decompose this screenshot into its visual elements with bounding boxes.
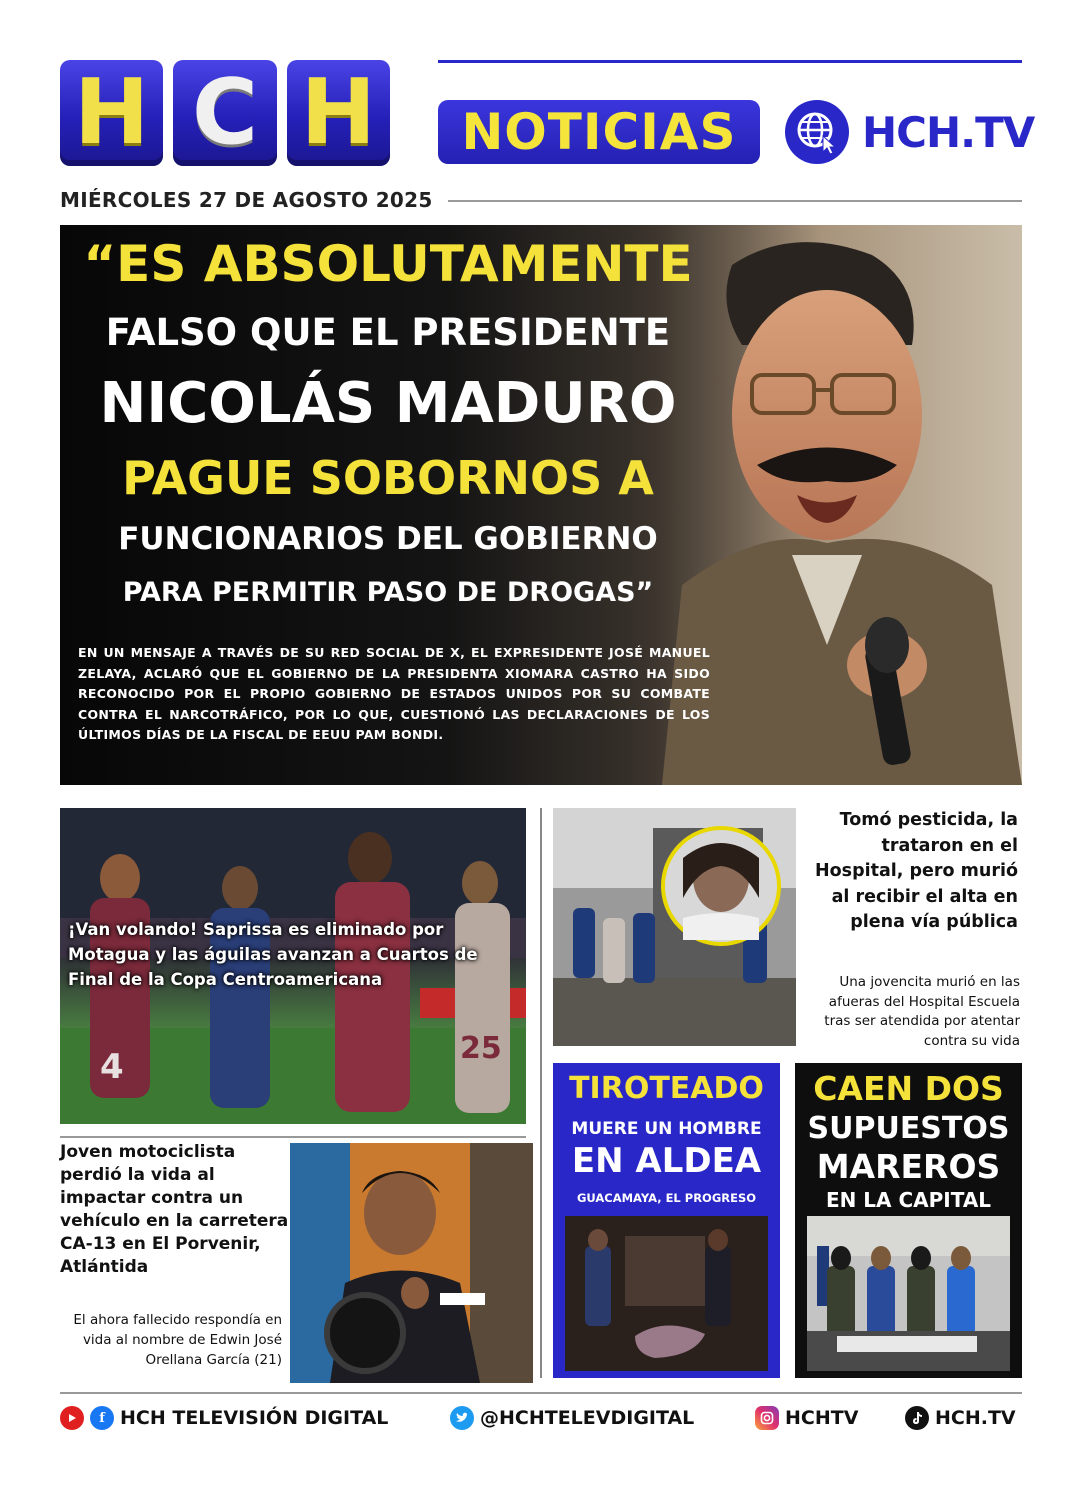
left-row-divider [60,1136,526,1138]
hero-headline-4: PAGUE SOBORNOS A [122,451,654,505]
hero-headline-2: FALSO QUE EL PRESIDENTE [105,311,671,354]
hospital-photo[interactable] [553,808,796,1046]
youtube-icon [60,1406,84,1430]
noticias-label: NOTICIAS [438,100,760,164]
logo-letter-c: C [173,60,276,166]
tiroteado-headline: TIROTEADO [569,1071,764,1106]
mareros-headline: CAEN DOS [813,1069,1004,1108]
tiroteado-line-3: EN ALDEA [571,1141,762,1181]
tiroteado-photo [565,1216,768,1371]
issue-date: MIÉRCOLES 27 DE AGOSTO 2025 [60,188,433,212]
tiktok-icon [905,1406,929,1430]
facebook-icon: f [90,1406,114,1430]
column-divider [540,808,542,1378]
instagram-handle: HCHTV [785,1407,859,1429]
hero-headline-1: “ES ABSOLUTAMENTE [83,235,693,293]
top-rule [438,60,1022,63]
instagram-icon [755,1406,779,1430]
tiroteado-story[interactable] [553,1063,780,1378]
shirt-number-left: 4 [100,1047,124,1087]
pesticide-summary: Una jovencita murió en las afueras del Hospital Escuela tras ser atendida por atentar contra su vida [824,974,1020,1049]
hch-logo[interactable] [60,60,390,166]
date-rule [448,200,1022,202]
mareros-location: EN LA CAPITAL [825,1188,992,1212]
hero-headline-3: NICOLÁS MADURO [99,371,677,436]
facebook-youtube-handle[interactable] [60,1406,388,1430]
pesticide-headline[interactable]: Tomó pesticida, la trataron en el Hospital, pero murió al recibir el alta en plena vía pública [814,810,1018,932]
tiktok-handle: HCH.TV [935,1407,1016,1429]
shirt-number-right: 25 [460,1031,502,1066]
mareros-line-3: MAREROS [816,1147,1001,1186]
hero-headline-5: FUNCIONARIOS DEL GOBIERNO [118,521,658,557]
moto-victim-photo[interactable] [290,1143,533,1383]
mareros-story[interactable] [795,1063,1022,1378]
instagram-handle-link[interactable] [755,1406,858,1430]
moto-headline[interactable]: Joven motociclista perdió la vida al impactar contra un vehículo en la carretera CA-13 en El Porvenir, Atlántida [60,1142,289,1277]
moto-summary: El ahora fallecido respondía en vida al nombre de Edwin José Orellana García (21) [73,1312,282,1368]
twitter-icon [450,1406,474,1430]
twitter-handle: @HCHTELEVDIGITAL [480,1407,695,1429]
logo-letter-h: H [60,60,163,166]
tiroteado-line-2: MUERE UN HOMBRE [571,1119,762,1139]
tiroteado-location: GUACAMAYA, EL PROGRESO [576,1191,757,1205]
tiktok-handle-link[interactable] [905,1406,1016,1430]
hero-headline-6: PARA PERMITIR PASO DE DROGAS” [122,577,654,608]
saprissa-headline[interactable]: ¡Van volando! Saprissa es eliminado por Motagua y las águilas avanzan a Cuartos de Final de la Copa Centroamericana [68,920,478,989]
mareros-photo [807,1216,1010,1371]
footer-rule [60,1392,1022,1394]
twitter-handle-link[interactable] [450,1406,694,1430]
hero-summary: EN UN MENSAJE A TRAVÉS DE SU RED SOCIAL DE X, EL EXPRESIDENTE JOSÉ MANUEL ZELAYA, ACLARÓ QUE EL GOBIERNO DE LA PRESIDENTA XIOMARA CASTRO HA SIDO RECONOCIDO POR EL PROPIO GOBIERNO DE ESTADOS UNIDOS POR SU COMBATE CONTRA EL NARCOTRÁFICO, POR LO QUE, CUESTIONÓ LAS DECLARACIONES DE LOS ÚLTIMOS DÍAS DE LA FISCAL DE EEUU PAM BONDI. [78,645,710,742]
facebook-handle: HCH TELEVISIÓN DIGITAL [120,1407,389,1429]
logo-letter-h2: H [287,60,390,166]
mareros-line-2: SUPUESTOS [807,1111,1010,1146]
site-url[interactable]: HCH.TV [862,108,1035,157]
globe-icon [785,100,849,164]
hero-story[interactable] [60,225,1022,785]
